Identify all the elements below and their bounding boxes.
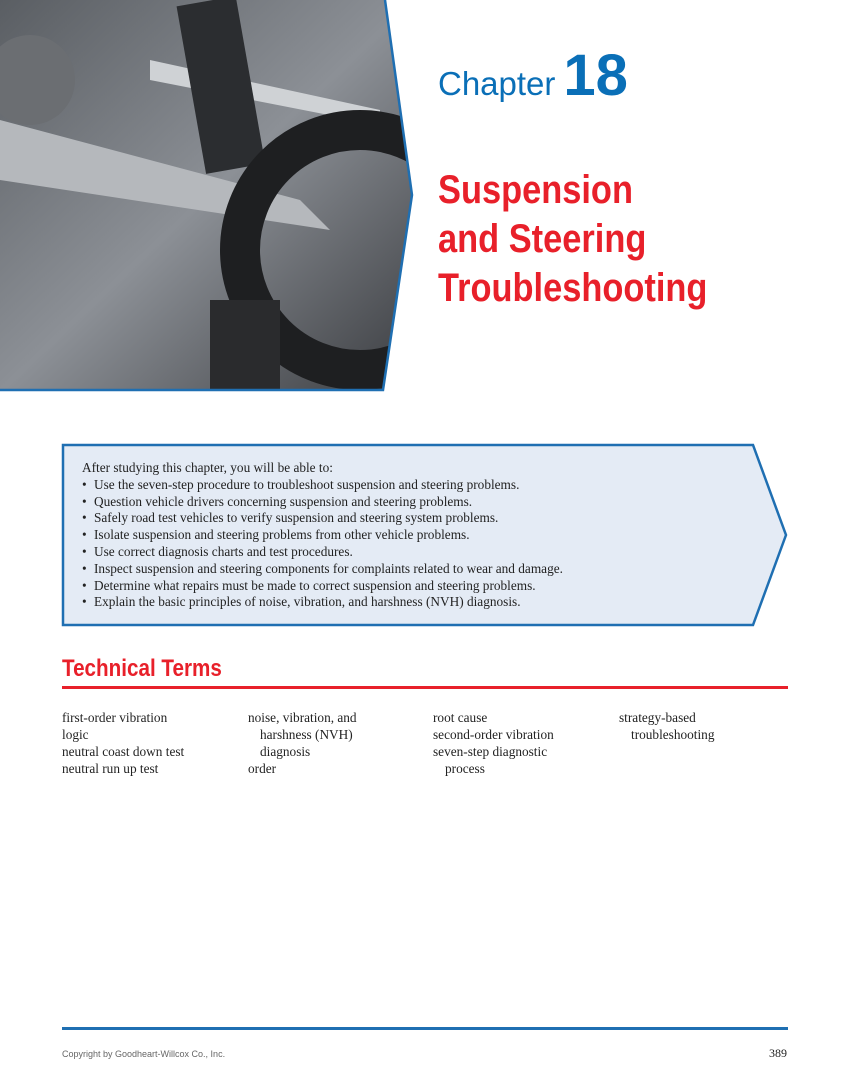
- term: harshness (NVH): [260, 727, 353, 742]
- title-line: Troubleshooting: [438, 266, 708, 310]
- term: troubleshooting: [631, 727, 715, 742]
- objective-item: • Question vehicle drivers concerning suspension and steering problems.: [82, 494, 563, 511]
- terms-column: [62, 709, 184, 777]
- objective-item: • Use the seven-step procedure to troubleshoot suspension and steering problems.: [82, 477, 563, 494]
- objective-item: • Safely road test vehicles to verify suspension and steering system problems.: [82, 510, 563, 527]
- terms-column: [248, 709, 357, 777]
- term: second-order vibration: [433, 727, 554, 742]
- chapter-title: [438, 166, 707, 313]
- term: order: [248, 761, 277, 776]
- objectives-intro: After studying this chapter, you will be able to:: [82, 460, 333, 475]
- term: strategy-based: [619, 710, 696, 725]
- heading-rule: [62, 686, 788, 689]
- term: diagnosis: [260, 744, 311, 759]
- term: first-order vibration: [62, 710, 168, 725]
- chapter-word: Chapter: [438, 65, 556, 102]
- term: process: [445, 761, 485, 776]
- term: logic: [62, 727, 89, 742]
- term: neutral run up test: [62, 761, 159, 776]
- suspension-photo: [0, 0, 415, 392]
- page-number: 389: [769, 1046, 787, 1060]
- copyright: Copyright by Goodheart-Willcox Co., Inc.: [62, 1049, 226, 1059]
- technical-terms-heading: Technical Terms: [62, 655, 222, 682]
- chapter-heading: [438, 42, 628, 109]
- term: seven-step diagnostic: [433, 744, 548, 759]
- chapter-number: 18: [563, 43, 628, 108]
- terms-column: [433, 709, 554, 777]
- objective-item: • Explain the basic principles of noise, vibration, and harshness (NVH) diagnosis.: [82, 594, 563, 611]
- title-line: Suspension: [438, 168, 633, 212]
- objective-item: • Determine what repairs must be made to correct suspension and steering problems.: [82, 578, 563, 595]
- term: root cause: [433, 710, 488, 725]
- term: noise, vibration, and: [248, 710, 357, 725]
- objective-item: • Use correct diagnosis charts and test procedures.: [82, 544, 563, 561]
- terms-column: [619, 709, 714, 743]
- term: neutral coast down test: [62, 744, 185, 759]
- title-line: and Steering: [438, 217, 647, 261]
- footer-rule: [62, 1027, 788, 1030]
- objectives-list: [82, 460, 563, 611]
- objective-item: • Inspect suspension and steering components for complaints related to wear and damage.: [82, 561, 563, 578]
- objective-item: • Isolate suspension and steering problems from other vehicle problems.: [82, 527, 563, 544]
